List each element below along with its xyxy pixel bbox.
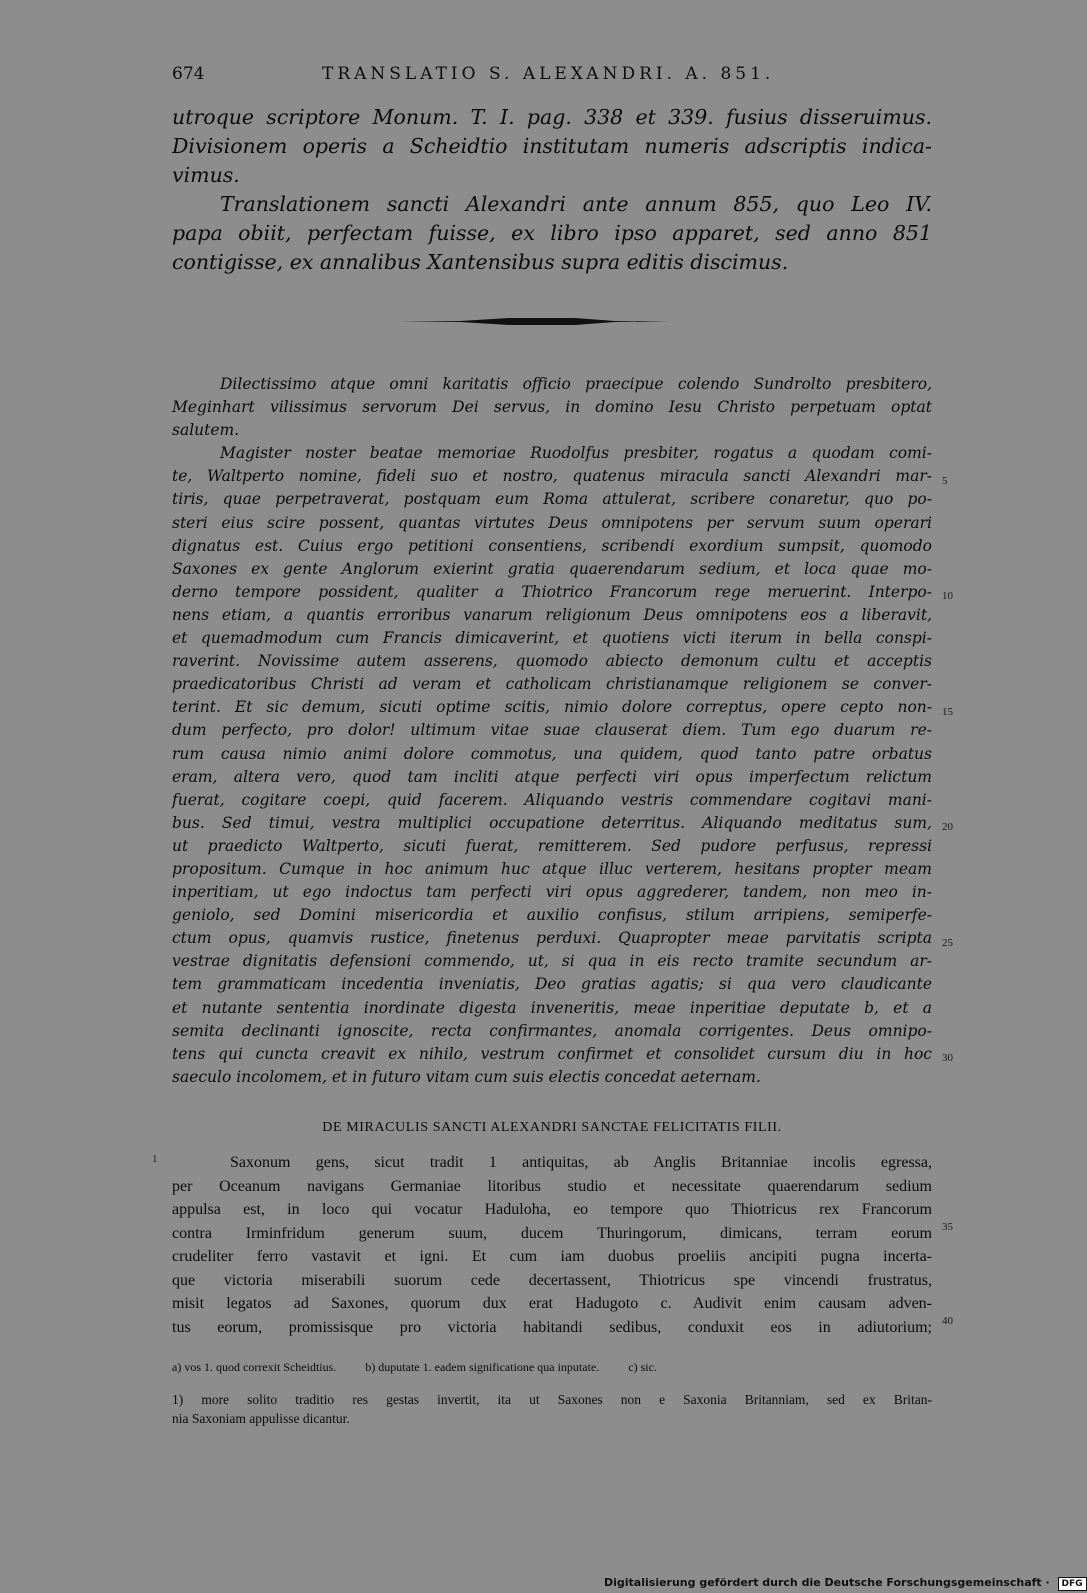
section-heading: DE MIRACULIS SANCTI ALEXANDRI SANCTAE FELICITATIS FILII. bbox=[322, 1120, 782, 1135]
text-line: misit legatos ad Saxones, quorum dux erat Hadugoto c. Audivit enim causam adven- bbox=[172, 1295, 932, 1312]
chapter-number: 1 bbox=[152, 1153, 158, 1165]
text-line: Dilectissimo atque omni karitatis officio praecipue colendo Sundrolto presbitero, bbox=[220, 375, 932, 393]
dfg-logo: DFG bbox=[1058, 1577, 1087, 1591]
line-number: 20 bbox=[942, 821, 953, 833]
narrative-text bbox=[172, 1151, 932, 1339]
text-line: per Oceanum navigans Germaniae litoribus studio et necessitate quaerendarum sedium bbox=[172, 1177, 932, 1195]
text-line: Saxonum gens, sicut tradit 1 antiquitas, ab Anglis Britanniae incolis egressa, bbox=[230, 1154, 932, 1171]
text-line: ut praedicto Waltperto, sicuti fuerat, remitterem. Sed pudore perfusus, repressi bbox=[172, 836, 932, 855]
page-number: 674 bbox=[172, 64, 205, 84]
text-line: contigisse, ex annalibus Xantensibus supra editis discimus. bbox=[172, 250, 789, 274]
text-line: inperitiam, ut ego indoctus tam perfecti viri opus aggrederer, tandem, non meo in- bbox=[172, 883, 932, 902]
text-line: nens etiam, a quantis erroribus vanarum religionum Deus omnipotens eos a liberavit, bbox=[172, 605, 932, 624]
text-line: semita declinanti ignoscite, recta confirmantes, anomala corrigentes. Deus omnipo- bbox=[172, 1021, 932, 1040]
text-line: te, Waltperto nomine, fideli suo et nostro, quatenus miracula sancti Alexandri mar- bbox=[172, 467, 932, 486]
line-number: 40 bbox=[942, 1315, 953, 1327]
text-line: que victoria miserabili suorum cede decertassent, Thiotricus spe vincendi frustratus, bbox=[172, 1271, 932, 1289]
line-number: 35 bbox=[942, 1221, 953, 1233]
text-line: tiris, quae perpetraverat, postquam eum Roma attulerat, scribere conaretur, quo po- bbox=[172, 490, 932, 509]
text-line: Magister noster beatae memoriae Ruodolfus presbiter, rogatus a quodam comi- bbox=[220, 444, 932, 463]
text-line: ctum opus, quamvis rustice, finetenus perduxi. Quapropter meae parvitatis scripta bbox=[172, 929, 932, 948]
line-number: 5 bbox=[942, 475, 948, 487]
text-line: derno tempore possident, qualiter a Thiotrico Francorum rege meruerint. Interpo- bbox=[172, 582, 932, 601]
text-line: dignatus est. Cuius ergo petitioni consentiens, scribendi exordium sumpsit, quomodo bbox=[172, 536, 932, 555]
line-number: 15 bbox=[942, 706, 953, 718]
text-line: dum perfecto, pro dolor! ultimum vitae suae clauserat diem. Tum ego duarum re- bbox=[172, 721, 932, 740]
text-line: Divisionem operis a Scheidtio institutam numeris adscriptis indica- bbox=[172, 134, 932, 158]
text-line: Saxones ex gente Anglorum exierint gratia quaerendarum sedium, et loca quae mo- bbox=[172, 559, 932, 578]
text-line: fuerat, cogitare coepi, quid facerem. Aliquando vestris commendare cogitavi mani- bbox=[172, 790, 932, 809]
running-title: TRANSLATIO S. ALEXANDRI. A. 851. bbox=[322, 64, 775, 84]
text-line: 1) more solito traditio res gestas invertit, ita ut Saxones non e Saxonia Britanniam, sed ex Britan- bbox=[172, 1392, 932, 1407]
text-line: steri eius scire possent, quantas virtutes Deus omnipotens per servum suum operari bbox=[172, 513, 932, 532]
textual-notes bbox=[172, 1360, 872, 1375]
text-line: terint. Et sic demum, sicuti optime scitis, nimio dolore correptus, opere cepto non- bbox=[172, 698, 932, 717]
text-line: utroque scriptore Monum. T. I. pag. 338 et 339. fusius disseruimus. bbox=[172, 105, 932, 129]
text-line: appulsa est, in loco qui vocatur Haduloha, eo tempore quo Thiotricus rex Francorum bbox=[172, 1201, 932, 1218]
digitization-credit bbox=[604, 1576, 1087, 1592]
text-line: saeculo incolomem, et in futuro vitam cum suis electis concedat aeternam. bbox=[172, 1067, 761, 1086]
text-line: salutem. bbox=[172, 421, 240, 440]
footnote-1 bbox=[172, 1390, 932, 1428]
text-line: raverint. Novissime autem asserens, quomodo abiecto demonum cultu et acceptis bbox=[172, 652, 932, 671]
text-line: vimus. bbox=[172, 163, 240, 187]
text-line: contra Irminfridum generum suum, ducem Thuringorum, dimicans, terram eorum bbox=[172, 1224, 932, 1242]
note-a: a) vos 1. quod correxit Scheidtius. bbox=[172, 1360, 337, 1374]
text-line: praedicatoribus Christi ad veram et catholicam christianamque religionem se conver- bbox=[172, 675, 932, 694]
text-line: tens qui cuncta creavit ex nihilo, vestrum confirmet et consolidet cursum diu in hoc bbox=[172, 1044, 932, 1063]
text-line: geniolo, sed Domini misericordia et auxilio confisus, stilum arripiens, semiperfe- bbox=[172, 906, 932, 925]
text-line: et quemadmodum cum Francis dimicaverint, et quotiens victi iterum in bella conspi- bbox=[172, 629, 932, 648]
text-line: propositum. Cumque in hoc animum huc atque illuc verterem, hesitans propter meam bbox=[172, 859, 932, 878]
note-b: b) duputate 1. eadem significatione qua inputate. bbox=[365, 1360, 600, 1374]
text-line: nia Saxoniam appulisse dicantur. bbox=[172, 1411, 350, 1426]
running-header bbox=[172, 64, 792, 90]
line-number: 30 bbox=[942, 1052, 953, 1064]
text-line: rum causa nimio animi dolore commotus, una quidem, quod tanto patre orbatus bbox=[172, 744, 932, 763]
text-line: Meginhart vilissimus servorum Dei servus, in domino Iesu Christo perpetuam optat bbox=[172, 398, 932, 417]
dedicatory-letter bbox=[172, 373, 932, 1089]
text-line: bus. Sed timui, vestra multiplici occupatione deterritus. Aliquando meditatus sum, bbox=[172, 813, 932, 832]
text-line: crudeliter ferro vastavit et igni. Et cum iam duobus proeliis ancipiti pugna incerta- bbox=[172, 1248, 932, 1265]
text-line: tem grammaticam incedentia inveniatis, Deo gratias agatis; si qua vero claudicante bbox=[172, 975, 932, 994]
text-line: et nutante sententia inordinate digesta inveneritis, meae inperitiae deputate b, et a bbox=[172, 998, 932, 1017]
text-line: vestrae dignitatis defensioni commendo, ut, si qua in eis recto tramite secundum ar- bbox=[172, 952, 932, 971]
text-line: eram, altera vero, quod tam incliti atque perfecti viri opus imperfectum relictum bbox=[172, 767, 932, 786]
line-number: 10 bbox=[942, 590, 953, 602]
note-c: c) sic. bbox=[628, 1360, 657, 1374]
text-line: papa obiit, perfectam fuisse, ex libro ipso apparet, sed anno 851 bbox=[172, 221, 932, 245]
text-line: Translationem sancti Alexandri ante annum 855, quo Leo IV. bbox=[220, 192, 932, 216]
intro-paragraph bbox=[172, 103, 932, 277]
decorative-separator bbox=[400, 317, 670, 326]
line-number: 25 bbox=[942, 937, 953, 949]
text-line: tus eorum, promissisque pro victoria habitandi sedibus, conduxit eos in adiutorium; bbox=[172, 1318, 932, 1336]
credit-text: Digitalisierung gefördert durch die Deutsche Forschungsgemeinschaft · bbox=[604, 1576, 1050, 1589]
